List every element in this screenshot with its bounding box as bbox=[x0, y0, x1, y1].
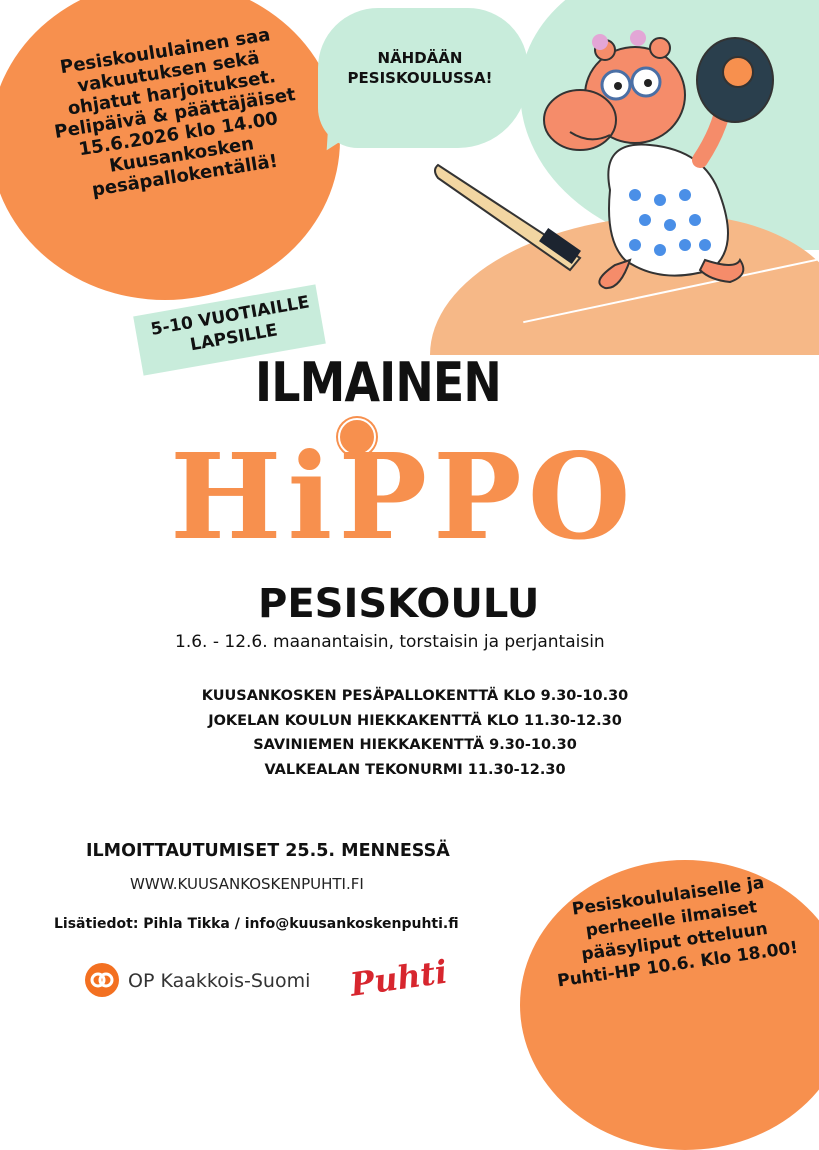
registration-deadline: ILMOITTAUTUMISET 25.5. MENNESSÄ bbox=[86, 841, 450, 861]
heading-ilmainen: ILMAINEN bbox=[255, 351, 501, 414]
age-badge-text: 5-10 VUOTIAILLE LAPSILLE bbox=[149, 292, 311, 356]
heading-pesiskoulu: PESISKOULU bbox=[258, 581, 540, 627]
venue-item: SAVINIEMEN HIEKKAKENTTÄ 9.30-10.30 bbox=[253, 737, 577, 753]
contact-info[interactable]: Lisätiedot: Pihla Tikka / info@kuusankoskenpuhti.fi bbox=[54, 916, 459, 932]
venue-item: JOKELAN KOULUN HIEKKAKENTTÄ KLO 11.30-12.30 bbox=[208, 712, 622, 729]
info-circle-bottom-right-text: Pesiskoululaiselle ja perheelle ilmaiset pääsyliput otteluun Puhti-HP 10.6. Klo 18.00! bbox=[556, 872, 800, 992]
baseball-bat-icon bbox=[435, 165, 581, 270]
venue-item: VALKEALAN TEKONURMI 11.30-12.30 bbox=[264, 761, 566, 778]
schedule-dates: 1.6. - 12.6. maanantaisin, torstaisin ja perjantaisin bbox=[175, 632, 605, 652]
venue-list bbox=[150, 684, 680, 782]
venue-item: KUUSANKOSKEN PESÄPALLOKENTTÄ KLO 9.30-10.30 bbox=[201, 688, 629, 704]
website-link[interactable]: WWW.KUUSANKOSKENPUHTI.FI bbox=[130, 875, 364, 893]
puhti-logo: Puhti bbox=[347, 952, 450, 1004]
hippo-logo-word: HiPPO bbox=[170, 427, 637, 566]
op-sponsor-name: OP Kaakkois-Suomi bbox=[128, 970, 311, 992]
speech-bubble-text: NÄHDÄÄN PESISKOULUSSA! bbox=[347, 49, 493, 87]
hippo-mascot-illustration bbox=[420, 20, 800, 320]
info-circle-top-left-text: Pesiskoululainen saa vakuutuksen sekä ohjatut harjoitukset. Pelipäivä & päättäjäiset 15.6.2026 klo 14.00 Kuusankosken pesäpallokentällä! bbox=[53, 24, 297, 201]
glove-icon bbox=[697, 38, 773, 122]
op-logo-icon bbox=[85, 963, 119, 997]
